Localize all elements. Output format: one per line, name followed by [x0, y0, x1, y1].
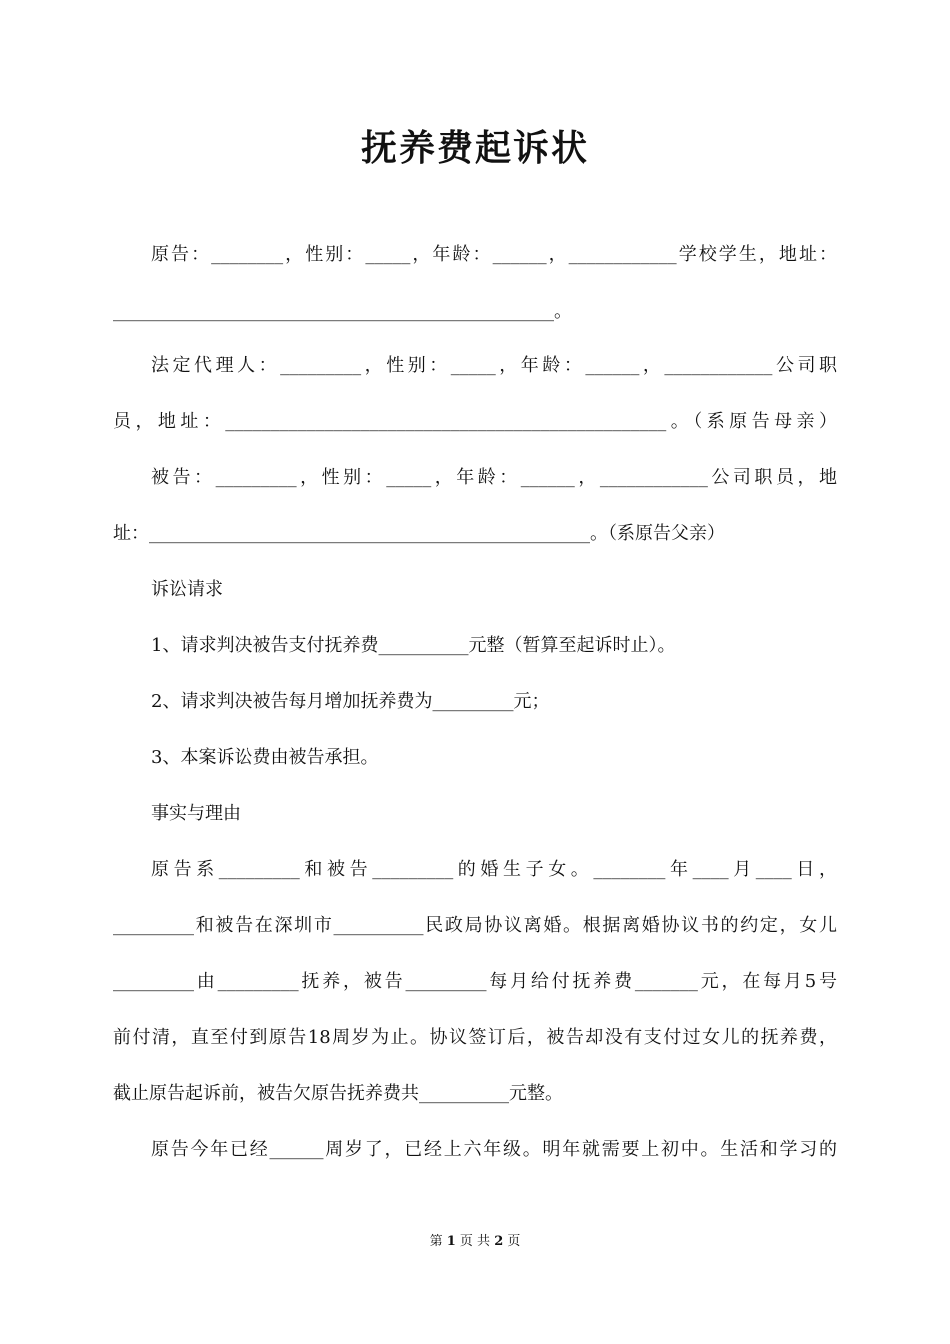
footer-suffix: 页	[507, 1234, 521, 1249]
facts-line-2: _________和被告在深圳市__________民政局协议离婚。根据离婚协议书的约定，女儿	[113, 915, 837, 936]
section-heading-claims: 诉讼请求	[151, 579, 223, 600]
facts-line-6: 原告今年已经______周岁了，已经上六年级。明年就需要上初中。生活和学习的	[151, 1139, 837, 1160]
facts-line-3: _________由_________抚养，被告_________每月给付抚养费_______元，在每月5号	[113, 971, 837, 992]
plaintiff-line-2: _________________________________________________。	[113, 301, 572, 322]
guardian-line-1: 法定代理人：_________，性别：_____，年龄：______，____________公司职	[151, 355, 837, 376]
footer-prefix: 第	[429, 1234, 443, 1249]
section-heading-facts: 事实与理由	[151, 803, 241, 824]
claim-item-3: 3、本案诉讼费由被告承担。	[151, 747, 379, 768]
claim-item-1: 1、请求判决被告支付抚养费__________元整（暂算至起诉时止）。	[151, 635, 676, 656]
footer-mid: 页 共	[459, 1234, 491, 1249]
footer-current-page: 1	[446, 1234, 456, 1249]
facts-line-5: 截止原告起诉前，被告欠原告抚养费共__________元整。	[113, 1083, 563, 1104]
claim-item-2: 2、请求判决被告每月增加抚养费为_________元；	[151, 691, 550, 712]
document-title: 抚养费起诉状	[360, 127, 589, 169]
facts-line-1: 原告系_________和被告_________的婚生子女。________年____月____日，	[151, 859, 837, 880]
footer-total-pages: 2	[494, 1234, 504, 1249]
defendant-line-2: 址：_________________________________________________。（系原告父亲）	[113, 523, 725, 544]
facts-line-4: 前付清，直至付到原告18周岁为止。协议签订后，被告却没有支付过女儿的抚养费，	[113, 1027, 837, 1048]
guardian-line-2: 员，地址：_________________________________________________。（系原告母亲）	[113, 411, 837, 432]
page-footer	[0, 1230, 950, 1249]
plaintiff-line-1: 原告：________，性别：_____，年龄：______，____________学校学生，地址：	[151, 244, 837, 265]
defendant-line-1: 被告：_________，性别：_____，年龄：______，____________公司职员，地	[151, 467, 837, 488]
